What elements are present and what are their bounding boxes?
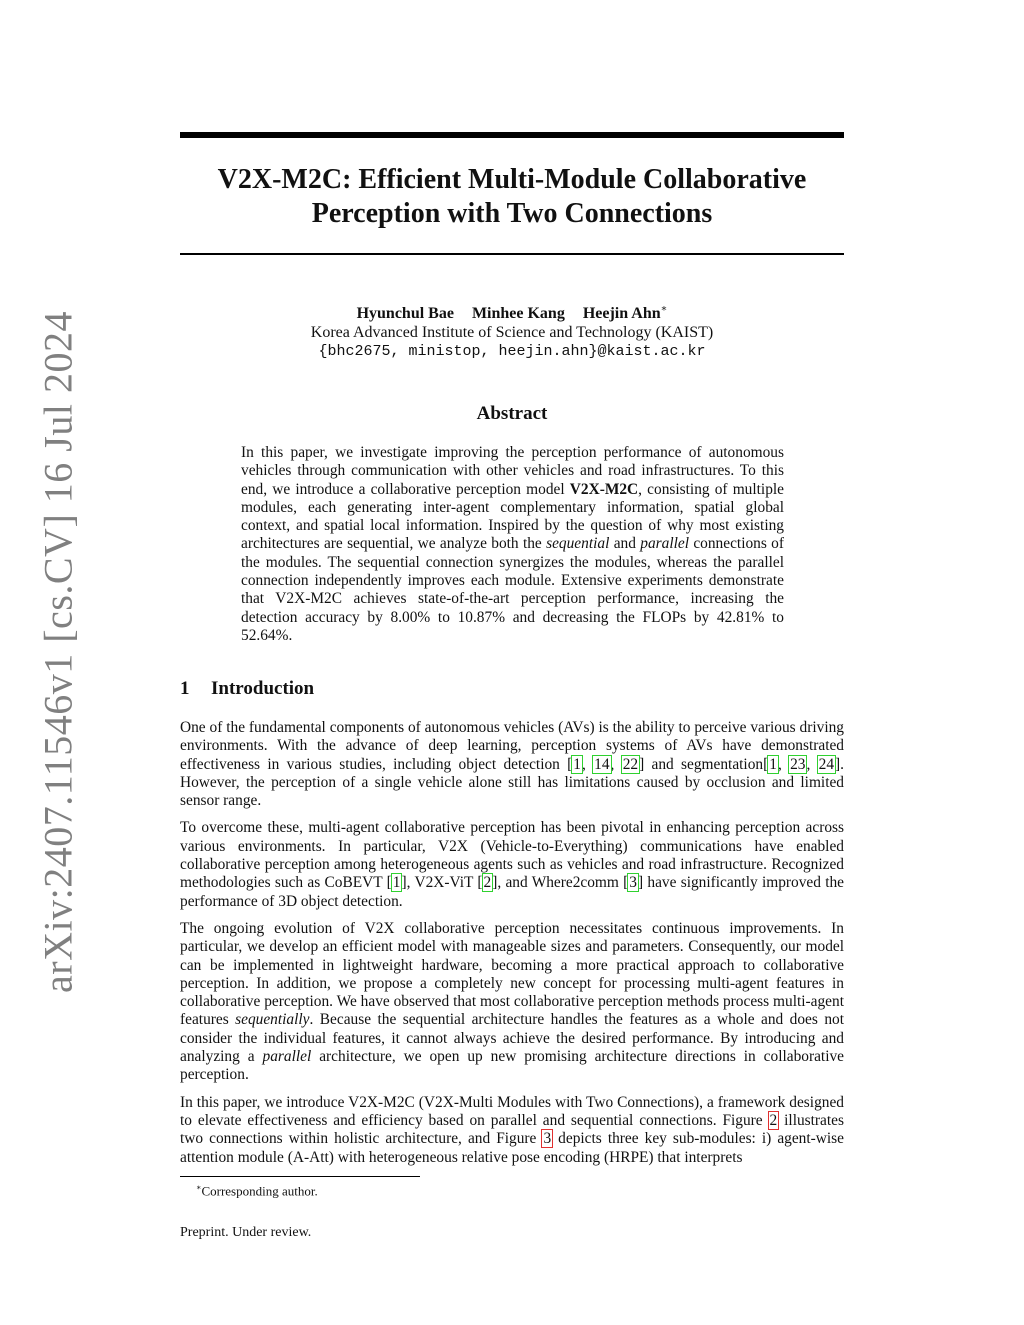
corresponding-mark: ∗ [660,304,668,315]
footnote-text: Corresponding author. [201,1183,318,1199]
section-title: Introduction [211,678,315,699]
author-name: Heejin Ahn∗ [582,304,668,323]
arxiv-side-identifier: arXiv:2407.11546v1 [cs.CV] 16 Jul 2024 [35,311,81,993]
model-name: V2X-M2C [569,480,639,498]
title-top-rule [180,132,844,138]
footnote-mark: ∗ [196,1183,202,1192]
introduction-body [180,719,844,1176]
title-line-2: Perception with Two Connections [311,198,713,229]
citation-link[interactable]: 2 [483,874,492,892]
author-block [180,300,844,361]
paragraph: To overcome these, multi-agent collaborative perception has been pivotal in enhancing perception across various environments. In particular, V2X (Vehicle-to-Everything) communications have enabled collaborative perception among heterogeneous agents such as vehicles and road infrastructure. Recognized methodologies such as CoBEVT [1], V2X-ViT [2], and Where2comm [3] have significantly improved the performance of 3D object detection. [180,819,845,910]
citation-link[interactable]: 1 [392,874,401,892]
citation-link[interactable]: 22 [622,755,639,773]
abstract-body: In this paper, we investigate improving the perception performance of autonomous vehicles through communication with other vehicles and road infrastructures. To this end, we introduce a collaborative perception model V2X-M2C, consisting of multiple modules, each generating inter-agent complementary information, spatial global context, and spatial local information. Inspired by the question of why most existing architectures are sequential, we analyze both the sequential and parallel connections of the modules. The sequential connection synergizes the modules, whereas the parallel connection independently improves each module. Extensive experiments demonstrate that V2X-M2C achieves state-of-the-art perception performance, increasing the detection accuracy by 8.00% to 10.87% and decreasing the FLOPs by 42.81% to 52.64%. [241,444,785,644]
paragraph: One of the fundamental components of autonomous vehicles (AVs) is the ability to perceive various driving environments. With the advance of deep learning, perception systems of AVs have demonstrated effectiveness in various studies, including object detection [1, 14, 22] and segmentation[1, 23, 24]. However, the perception of a single vehicle alone still has limitations caused by occlusion and limited sensor range. [180,719,845,810]
affiliation: Korea Advanced Institute of Science and Technology (KAIST) [310,324,714,342]
paper-title [180,163,844,231]
citation-link[interactable]: 3 [629,874,637,892]
section-heading-introduction [180,678,314,700]
author-emails: {bhc2675, ministop, heejin.ahn}@kaist.ac.kr [318,343,706,361]
title-bottom-rule [180,253,844,255]
footnote [196,1180,318,1199]
section-number: 1 [180,678,190,699]
author-name: Hyunchul Bae [356,305,454,323]
citation-link[interactable]: 14 [594,755,610,773]
paragraph: The ongoing evolution of V2X collaborative perception necessitates continuous improvements. In particular, we develop an efficient model with manageable sizes and parameters. Consequently, our model can be implemented in lightweight hardware, becoming a more practical approach to collaborative perception. In addition, we propose a completely new concept for processing multi-agent features in collaborative perception. We have observed that most collaborative perception methods process multi-agent features sequentially. Because the sequential architecture handles the features as a whole and does not consider the individual features, it cannot always achieve the desired performance. By introducing and analyzing a parallel architecture, we open up new promising architecture directions in collaborative perception. [180,919,844,1084]
title-line-1: V2X-M2C: Efficient Multi-Module Collaborative [217,164,807,195]
figure-link[interactable]: 2 [769,1111,778,1129]
author-name: Minhee Kang [471,305,565,323]
citation-link[interactable]: 1 [573,755,581,773]
preprint-notice: Preprint. Under review. [180,1225,312,1240]
paragraph: In this paper, we introduce V2X-M2C (V2X-Multi Modules with Two Connections), a framework designed to elevate effectiveness and efficiency based on parallel and sequential connections. Figure 2 illustrates two connections within holistic architecture, and Figure 3 depicts three key sub-modules: i) agent-wise attention module (A-Att) with heterogeneous relative pose encoding (HRPE) that interprets [180,1093,844,1166]
citation-link[interactable]: 1 [769,755,777,773]
author-names [180,300,844,323]
citation-link[interactable]: 24 [818,755,835,773]
abstract-heading: Abstract [476,403,548,424]
footnote-rule [180,1176,420,1177]
figure-link[interactable]: 3 [543,1130,552,1148]
citation-link[interactable]: 23 [790,755,806,773]
